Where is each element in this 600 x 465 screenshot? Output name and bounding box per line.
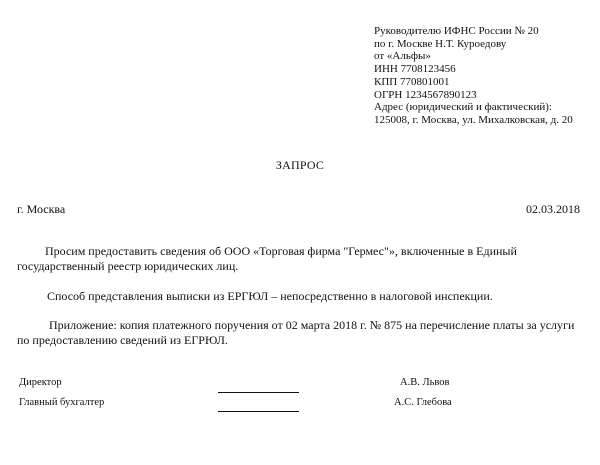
document-title: ЗАПРОС — [275, 158, 325, 172]
signature-name-chief-accountant: А.С. Глебова — [394, 397, 452, 408]
delivery-method-paragraph: Способ представления выписки из ЕРГЮЛ – непосредственно в налоговой инспекции. — [47, 289, 493, 303]
addressee-line-address: 125008, г. Москва, ул. Михалковская, д. 20 — [374, 113, 573, 126]
addressee-line-recipient: Руководителю ИФНС России № 20 — [374, 25, 539, 37]
signature-role-chief-accountant: Главный бухгалтер — [19, 397, 105, 408]
signature-role-director: Директор — [19, 377, 62, 388]
addressee-line-ogrn: ОГРН 1234567890123 — [374, 88, 477, 101]
addressee-block — [374, 25, 573, 127]
addressee-line-sender: от «Альфы» — [374, 50, 431, 63]
addressee-line-address-label: Адрес (юридический и фактический): — [374, 101, 552, 114]
document-city: г. Москва — [17, 202, 66, 216]
addressee-line-kpp: КПП 770801001 — [374, 75, 450, 88]
addressee-line-inn: ИНН 7708123456 — [374, 63, 456, 76]
document-date: 02.03.2018 — [526, 202, 580, 216]
attachment-paragraph: Приложение: копия платежного поручения от 02 марта 2018 г. № 875 на перечисление платы за услуги по предоставлению сведений из ЕГРЮЛ. — [17, 318, 575, 347]
signature-line-director — [218, 392, 299, 393]
addressee-line-recipient-name: по г. Москве Н.Т. Куроедову — [374, 37, 507, 50]
signature-name-director: А.В. Львов — [400, 377, 450, 388]
signature-line-chief-accountant — [218, 411, 299, 412]
request-paragraph: Просим предоставить сведения об ООО «Торговая фирма "Гермес"», включенные в Единый государственный реестр юридических лиц. — [17, 244, 517, 273]
